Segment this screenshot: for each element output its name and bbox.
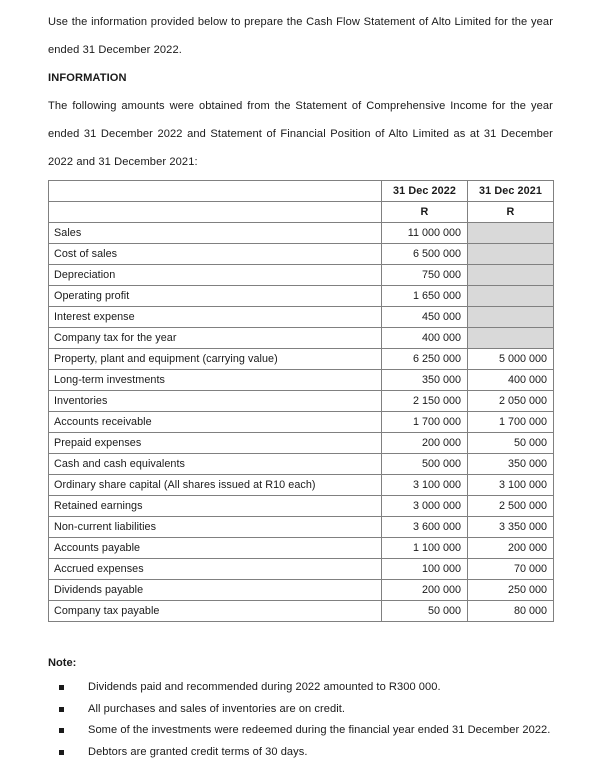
- table-cell-2022: 6 250 000: [382, 349, 468, 370]
- table-row: [49, 328, 554, 349]
- table-cell-label: Accrued expenses: [49, 559, 382, 580]
- table-cell-2022: 450 000: [382, 307, 468, 328]
- financial-data-table: [48, 180, 554, 622]
- table-cell-2022: 200 000: [382, 433, 468, 454]
- note-list-item: [48, 677, 553, 699]
- table-cell-2022: 3 100 000: [382, 475, 468, 496]
- section-heading-information: INFORMATION: [48, 64, 553, 92]
- table-cell-2022: 1 100 000: [382, 538, 468, 559]
- table-cell-2022: 100 000: [382, 559, 468, 580]
- table-cell-2021-shaded: [468, 307, 554, 328]
- table-row: [49, 307, 554, 328]
- note-text: All purchases and sales of inventories are on credit.: [88, 703, 345, 715]
- table-cell-2021-shaded: [468, 265, 554, 286]
- table-cell-label: Non-current liabilities: [49, 517, 382, 538]
- table-cell-2022: 1 700 000: [382, 412, 468, 433]
- table-row: [49, 412, 554, 433]
- table-cell-2021: 350 000: [468, 454, 554, 475]
- table-cell-2022: 3 000 000: [382, 496, 468, 517]
- table-cell-label: Company tax for the year: [49, 328, 382, 349]
- note-text: Some of the investments were redeemed during the financial year ended 31 December 2022.: [88, 724, 550, 736]
- table-cell-2022: 400 000: [382, 328, 468, 349]
- table-head: [49, 181, 554, 223]
- table-row: [49, 454, 554, 475]
- table-cell-2021: 1 700 000: [468, 412, 554, 433]
- table-cell-label: Inventories: [49, 391, 382, 412]
- square-bullet-icon: [59, 728, 64, 733]
- document-content: [48, 8, 553, 763]
- table-cell-2021: 5 000 000: [468, 349, 554, 370]
- table-cell-2021: 200 000: [468, 538, 554, 559]
- intro-paragraph: Use the information provided below to prepare the Cash Flow Statement of Alto Limited for the year ended 31 December 2022.: [48, 8, 553, 64]
- notes-title: Note:: [48, 652, 553, 674]
- table-row: [49, 265, 554, 286]
- table-body: [49, 223, 554, 622]
- table-cell-label: Dividends payable: [49, 580, 382, 601]
- square-bullet-icon: [59, 750, 64, 755]
- table-header-year-2021: 31 Dec 2021: [468, 181, 554, 202]
- table-cell-label: Property, plant and equipment (carrying value): [49, 349, 382, 370]
- information-paragraph: The following amounts were obtained from the Statement of Comprehensive Income for the year ended 31 December 2022 and Statement of Financial Position of Alto Limited as at 31 December 2022 and 31 December 2021:: [48, 92, 553, 176]
- table-row: [49, 475, 554, 496]
- table-currency-2022: R: [382, 202, 468, 223]
- table-cell-label: Interest expense: [49, 307, 382, 328]
- table-cell-2022: 200 000: [382, 580, 468, 601]
- table-cell-2021: 250 000: [468, 580, 554, 601]
- table-header-row-currency: [49, 202, 554, 223]
- table-cell-label: Ordinary share capital (All shares issued at R10 each): [49, 475, 382, 496]
- table-currency-2021: R: [468, 202, 554, 223]
- table-cell-2021-shaded: [468, 244, 554, 265]
- table-row: [49, 601, 554, 622]
- table-row: [49, 559, 554, 580]
- table-cell-2022: 350 000: [382, 370, 468, 391]
- table-cell-2022: 50 000: [382, 601, 468, 622]
- table-cell-label: Accounts payable: [49, 538, 382, 559]
- table-cell-2021: 400 000: [468, 370, 554, 391]
- table-cell-label: Sales: [49, 223, 382, 244]
- table-cell-label: Accounts receivable: [49, 412, 382, 433]
- table-cell-2021: 2 050 000: [468, 391, 554, 412]
- note-list-item: [48, 720, 553, 742]
- table-cell-2022: 2 150 000: [382, 391, 468, 412]
- table-cell-label: Long-term investments: [49, 370, 382, 391]
- table-cell-2022: 1 650 000: [382, 286, 468, 307]
- note-text: Dividends paid and recommended during 2022 amounted to R300 000.: [88, 681, 441, 693]
- table-row: [49, 349, 554, 370]
- table-header-row-years: [49, 181, 554, 202]
- table-cell-2022: 3 600 000: [382, 517, 468, 538]
- table-row: [49, 223, 554, 244]
- table-row: [49, 496, 554, 517]
- table-cell-label: Cost of sales: [49, 244, 382, 265]
- table-cell-label: Cash and cash equivalents: [49, 454, 382, 475]
- table-currency-blank: [49, 202, 382, 223]
- table-row: [49, 517, 554, 538]
- table-cell-2021-shaded: [468, 223, 554, 244]
- table-cell-2022: 6 500 000: [382, 244, 468, 265]
- notes-section: [48, 652, 553, 763]
- table-cell-label: Depreciation: [49, 265, 382, 286]
- note-text: Debtors are granted credit terms of 30 days.: [88, 746, 308, 758]
- table-cell-2021: 50 000: [468, 433, 554, 454]
- table-header-blank: [49, 181, 382, 202]
- table-cell-2021: 3 350 000: [468, 517, 554, 538]
- square-bullet-icon: [59, 707, 64, 712]
- table-cell-label: Operating profit: [49, 286, 382, 307]
- table-cell-2022: 11 000 000: [382, 223, 468, 244]
- table-cell-2021: 3 100 000: [468, 475, 554, 496]
- table-row: [49, 391, 554, 412]
- note-list-item: [48, 699, 553, 721]
- table-cell-label: Retained earnings: [49, 496, 382, 517]
- table-header-year-2022: 31 Dec 2022: [382, 181, 468, 202]
- table-cell-label: Prepaid expenses: [49, 433, 382, 454]
- table-cell-2021: 80 000: [468, 601, 554, 622]
- table-cell-label: Company tax payable: [49, 601, 382, 622]
- table-row: [49, 370, 554, 391]
- table-row: [49, 433, 554, 454]
- table-cell-2022: 500 000: [382, 454, 468, 475]
- table-row: [49, 244, 554, 265]
- note-list-item: [48, 742, 553, 763]
- table-row: [49, 538, 554, 559]
- notes-list: [48, 677, 553, 763]
- table-cell-2021: 2 500 000: [468, 496, 554, 517]
- table-cell-2021: 70 000: [468, 559, 554, 580]
- table-cell-2022: 750 000: [382, 265, 468, 286]
- table-cell-2021-shaded: [468, 328, 554, 349]
- table-row: [49, 286, 554, 307]
- square-bullet-icon: [59, 685, 64, 690]
- table-row: [49, 580, 554, 601]
- table-cell-2021-shaded: [468, 286, 554, 307]
